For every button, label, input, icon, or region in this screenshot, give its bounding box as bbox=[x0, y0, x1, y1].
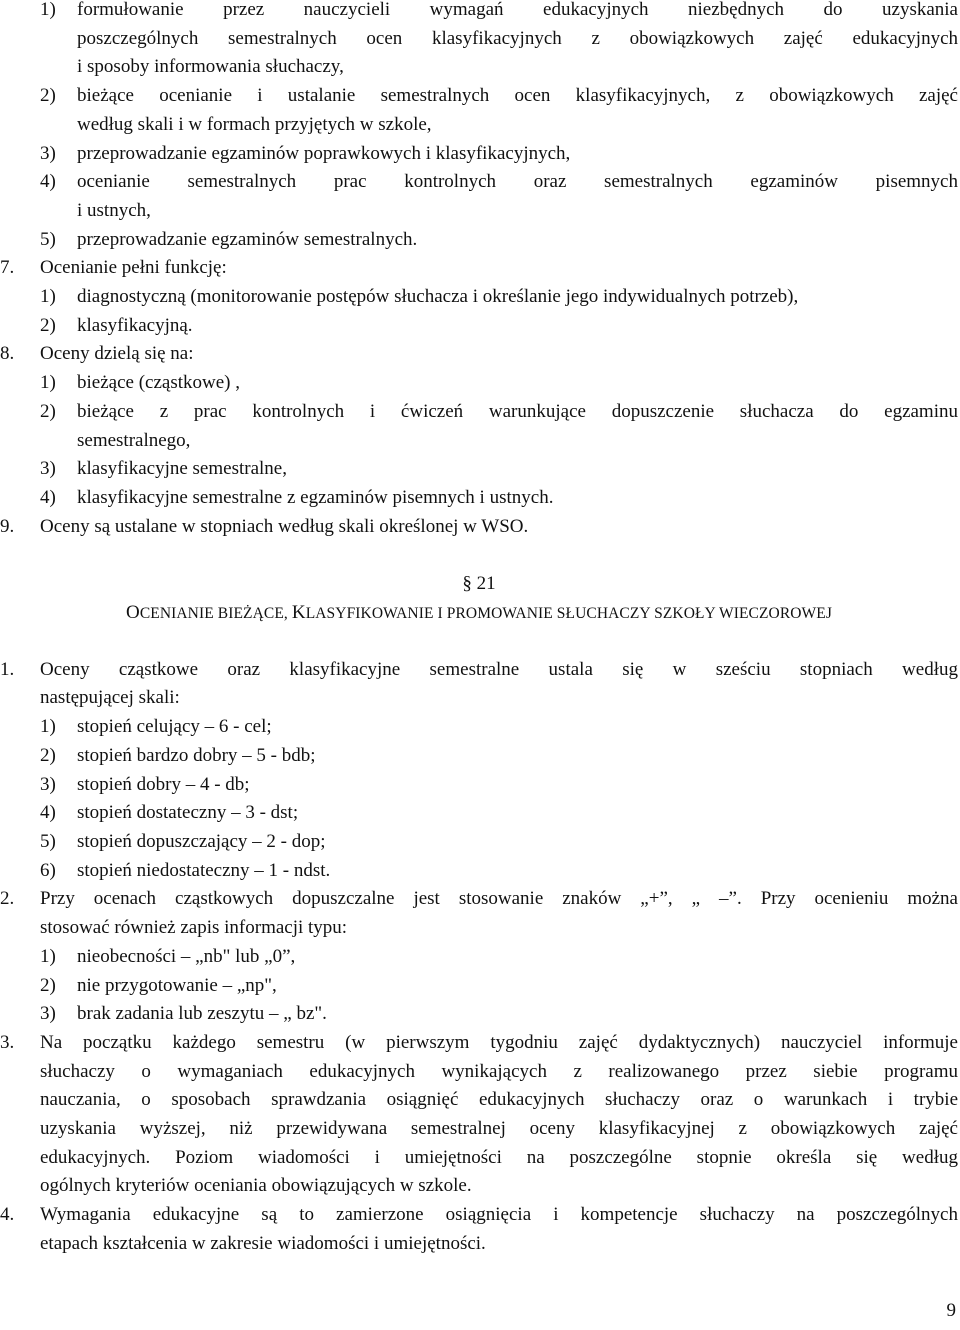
list-item bbox=[0, 312, 958, 341]
text-line: stopień celujący – 6 - cel; bbox=[77, 716, 272, 738]
point-number: 7. bbox=[0, 257, 15, 279]
page-number: 9 bbox=[946, 1300, 956, 1322]
text-line: i sposoby informowania słuchaczy, bbox=[77, 56, 344, 78]
text-line: według skali i w formach przyjętych w szkole, bbox=[77, 113, 432, 135]
section-point-2 bbox=[0, 885, 958, 942]
section-point-1 bbox=[0, 656, 958, 713]
list-item bbox=[0, 398, 958, 455]
list-item bbox=[0, 828, 958, 857]
text-line: bieżące ocenianie i ustalanie semestralnych ocen klasyfikacyjnych, z obowiązkowych zajęć bbox=[77, 85, 958, 107]
item-number: 3) bbox=[40, 773, 56, 795]
item-number: 1) bbox=[40, 945, 56, 967]
item-number: 2) bbox=[40, 974, 56, 996]
text-line: brak zadania lub zeszytu – „ bz". bbox=[77, 1003, 327, 1025]
item-number: 1) bbox=[40, 0, 56, 20]
item-number: 1) bbox=[40, 716, 56, 738]
text-line: ogólnych kryteriów oceniania obowiązujących w szkole. bbox=[40, 1175, 472, 1197]
list-item bbox=[0, 283, 958, 312]
item-number: 4) bbox=[40, 171, 56, 193]
list-item bbox=[0, 82, 958, 139]
list-item bbox=[0, 713, 958, 742]
list-item bbox=[0, 742, 958, 771]
section-point-3 bbox=[0, 1029, 958, 1201]
item-number: 3) bbox=[40, 142, 56, 164]
text-line: etapach kształcenia w zakresie wiadomości i umiejętności. bbox=[40, 1232, 486, 1254]
point-number: 1. bbox=[0, 658, 15, 680]
point-number: 3. bbox=[0, 1031, 15, 1053]
text-line: semestralnego, bbox=[77, 429, 191, 451]
item-number: 3) bbox=[40, 458, 56, 480]
item-number: 2) bbox=[40, 400, 56, 422]
text-line: klasyfikacyjną. bbox=[77, 314, 193, 336]
text-line: nie przygotowanie – „np", bbox=[77, 974, 277, 996]
item-number: 2) bbox=[40, 744, 56, 766]
text-line: Oceny cząstkowe oraz klasyfikacyjne semestralne ustala się w sześciu stopniach według bbox=[40, 658, 958, 680]
item-number: 4) bbox=[40, 802, 56, 824]
list-item bbox=[0, 799, 958, 828]
list-item bbox=[0, 455, 958, 484]
section-title bbox=[0, 599, 958, 629]
text-line: stopień dobry – 4 - db; bbox=[77, 773, 250, 795]
list-item bbox=[0, 857, 958, 886]
text-line: bieżące z prac kontrolnych i ćwiczeń warunkujące dopuszczenie słuchacza do egzaminu bbox=[77, 400, 958, 422]
text-line: przeprowadzanie egzaminów semestralnych. bbox=[77, 228, 418, 250]
text-line: poszczególnych semestralnych ocen klasyfikacyjnych z obowiązkowych zajęć edukacyjnych bbox=[77, 27, 958, 49]
list-item bbox=[0, 771, 958, 800]
list-item bbox=[0, 1000, 958, 1029]
title-capital: K bbox=[291, 602, 306, 624]
text-line: następującej skali: bbox=[40, 687, 180, 709]
list-item bbox=[0, 484, 958, 513]
text-line: i ustnych, bbox=[77, 199, 151, 221]
section-symbol: § 21 bbox=[462, 573, 496, 595]
list-item bbox=[0, 369, 958, 398]
item-number: 4) bbox=[40, 486, 56, 508]
text-line: diagnostyczną (monitorowanie postępów słuchacza i określanie jego indywidualnych potrzeb), bbox=[77, 286, 799, 308]
text-line: Przy ocenach cząstkowych dopuszczalne jest stosowanie znaków „+”, „ –”. Przy ocenieniu można bbox=[40, 888, 958, 910]
text-line: słuchaczy o wymaganiach edukacyjnych wynikających z realizowanego przez siebie programu bbox=[40, 1060, 958, 1082]
point-text: Oceny dzielą się na: bbox=[40, 343, 194, 365]
text-line: stopień dostateczny – 3 - dst; bbox=[77, 802, 299, 824]
text-line: Na początku każdego semestru (w pierwszym tygodniu zajęć dydaktycznych) nauczyciel informuje bbox=[40, 1031, 958, 1053]
text-line: nauczania, o sposobach sprawdzania osiągnięć edukacyjnych słuchaczy oraz o warunkach i trybie bbox=[40, 1089, 958, 1111]
point-number: 2. bbox=[0, 888, 15, 910]
numbered-point-7 bbox=[0, 254, 958, 283]
text-line: edukacyjnych. Poziom wiadomości i umiejętności na poszczególne stopnie określa się według bbox=[40, 1146, 958, 1168]
list-item bbox=[0, 0, 958, 82]
text-line: formułowanie przez nauczycieli wymagań edukacyjnych niezbędnych do uzyskania bbox=[77, 0, 958, 20]
point-text: Oceny są ustalane w stopniach według skali określonej w WSO. bbox=[40, 515, 529, 537]
title-part: CENIANIE BIEŻĄCE, bbox=[139, 605, 292, 623]
point-text: Ocenianie pełni funkcję: bbox=[40, 257, 227, 279]
text-line: stopień bardzo dobry – 5 - bdb; bbox=[77, 744, 316, 766]
item-number: 5) bbox=[40, 830, 56, 852]
text-line: klasyfikacyjne semestralne, bbox=[77, 458, 287, 480]
text-line: bieżące (cząstkowe) , bbox=[77, 372, 240, 394]
list-item bbox=[0, 943, 958, 972]
item-number: 6) bbox=[40, 859, 56, 881]
list-item bbox=[0, 226, 958, 255]
text-line: Wymagania edukacyjne są to zamierzone osiągnięcia i kompetencje słuchaczy na poszczególnych bbox=[40, 1204, 958, 1226]
numbered-point-9 bbox=[0, 513, 958, 542]
item-number: 1) bbox=[40, 286, 56, 308]
text-line: stopień niedostateczny – 1 - ndst. bbox=[77, 859, 331, 881]
item-number: 3) bbox=[40, 1003, 56, 1025]
item-number: 2) bbox=[40, 314, 56, 336]
list-item bbox=[0, 140, 958, 169]
numbered-point-8 bbox=[0, 340, 958, 369]
title-capital: O bbox=[125, 602, 140, 624]
text-line: klasyfikacyjne semestralne z egzaminów pisemnych i ustnych. bbox=[77, 486, 554, 508]
point-number: 9. bbox=[0, 515, 15, 537]
list-item bbox=[0, 168, 958, 225]
text-line: uzyskania wyższej, niż przewidywana semestralnej oceny klasyfikacyjnej z obowiązkowych zajęć bbox=[40, 1118, 958, 1140]
text-line: stosować również zapis informacji typu: bbox=[40, 917, 348, 939]
text-line: ocenianie semestralnych prac kontrolnych oraz semestralnych egzaminów pisemnych bbox=[77, 171, 958, 193]
item-number: 2) bbox=[40, 85, 56, 107]
point-number: 4. bbox=[0, 1204, 15, 1226]
point-number: 8. bbox=[0, 343, 15, 365]
item-number: 5) bbox=[40, 228, 56, 250]
text-line: stopień dopuszczający – 2 - dop; bbox=[77, 830, 326, 852]
list-item bbox=[0, 972, 958, 1001]
title-part: LASYFIKOWANIE I PROMOWANIE SŁUCHACZY SZKOŁY WIECZOROWEJ bbox=[305, 605, 832, 623]
item-number: 1) bbox=[40, 372, 56, 394]
text-line: nieobecności – „nb" lub „0”, bbox=[77, 945, 296, 967]
section-point-4 bbox=[0, 1201, 958, 1258]
text-line: przeprowadzanie egzaminów poprawkowych i klasyfikacyjnych, bbox=[77, 142, 571, 164]
